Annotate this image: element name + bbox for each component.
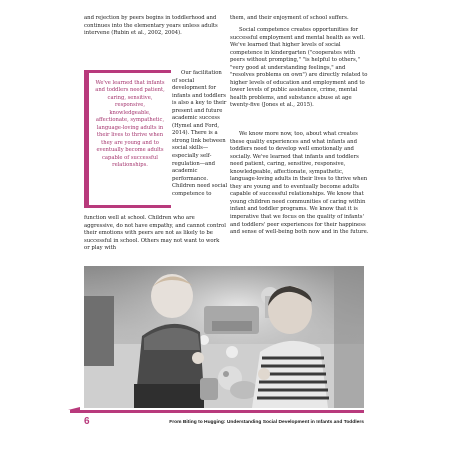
two-toddlers-playing-photo: [84, 266, 364, 408]
right-paragraph-2: Social competence creates opportunities for successful employment and mental health as well. We've learned that higher levels of social competence in kindergarten ("cooperates with peers without prompting," "is helpful to others," "very good at understanding feelings," and "resolves problems on own") are directly related to higher levels of education and employment and to lower levels of public assistance, crime, mental health problems, and substance abuse at age twenty-five (Jones et al., 2015).: [230, 27, 368, 109]
pull-quote-box: [84, 70, 166, 208]
pull-quote-text: We've learned that infants and toddlers need patient, caring, sensitive, responsive, knowledgeable, affectionate, sympathetic, language-loving adults in their lives to thrive when they are young and to eventually become adults capable of successful relationships.: [95, 80, 165, 168]
left-paragraph-narrow: Our facilitation of social development for infants and toddlers is also a key to their present and future academic success (Hymel and Ford, 2014). There is a strong link between social skills—especially self-regulation—and academic performance. Children need social competence to: [172, 70, 228, 197]
left-paragraph-top: and rejection by peers begins in toddlerhood and continues into the elementary years unless adults intervene (Rubin et al., 2002, 2004).: [84, 15, 218, 37]
left-paragraph-bottom: function well at school. Children who are aggressive, do not have empathy, and cannot control their emotions with peers are not as likely to be successful in school. Others may not want to work or play with: [84, 215, 226, 252]
running-title: From Biting to Hugging: Understanding Social Development in Infants and Toddlers: [169, 420, 364, 425]
right-paragraph-3: We know more now, too, about what creates these quality experiences and what infants and toddlers need to develop well emotionally and socially. We've learned that infants and toddlers need patient, caring, sensitive, responsive, knowledgeable, affectionate, sympathetic, language-loving adults in their lives to thrive when they are young and to eventually become adults capable of successful relationships. We know that young children need communities of caring within infant and toddler programs. We know that it is imperative that we focus on the quality of infants' and toddlers' peer experiences for their happiness and sense of well-being both now and in the future.: [230, 131, 369, 236]
page-number: 6: [84, 416, 90, 427]
right-paragraph-1: them, and their enjoyment of school suffers.: [230, 15, 349, 21]
footer-accent-bar: [70, 410, 364, 413]
